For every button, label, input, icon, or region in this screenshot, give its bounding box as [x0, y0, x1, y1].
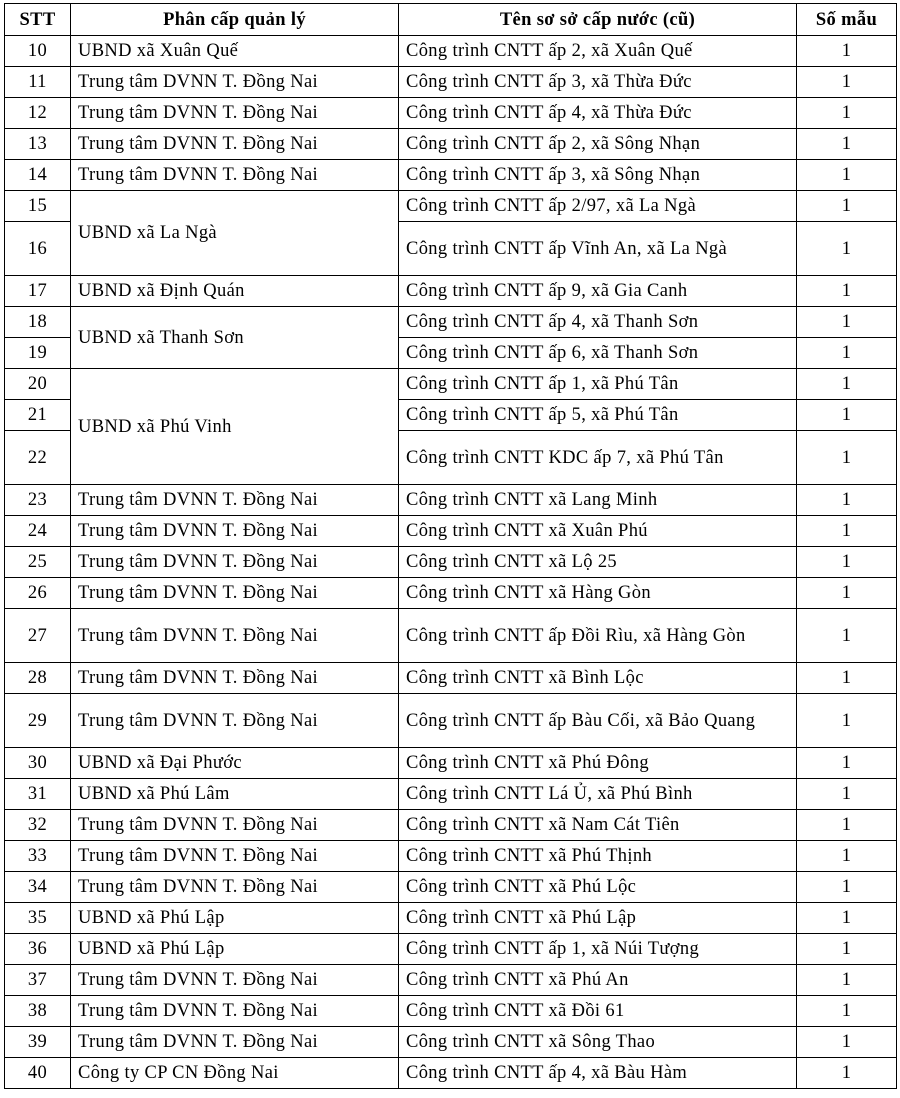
row-stt: 33 — [5, 841, 71, 872]
row-sample-count: 1 — [797, 810, 897, 841]
table-row — [5, 485, 897, 516]
row-facility-name: Công trình CNTT xã Nam Cát Tiên — [399, 810, 797, 841]
row-facility-name: Công trình CNTT xã Đồi 61 — [399, 996, 797, 1027]
row-stt: 17 — [5, 276, 71, 307]
row-stt: 18 — [5, 307, 71, 338]
row-stt: 19 — [5, 338, 71, 369]
row-manager: Trung tâm DVNN T. Đồng Nai — [71, 1027, 399, 1058]
table-row — [5, 129, 897, 160]
row-stt: 16 — [5, 222, 71, 276]
row-manager: Trung tâm DVNN T. Đồng Nai — [71, 485, 399, 516]
row-sample-count: 1 — [797, 547, 897, 578]
row-facility-name: Công trình CNTT xã Phú Lập — [399, 903, 797, 934]
row-sample-count: 1 — [797, 369, 897, 400]
row-facility-name: Công trình CNTT xã Phú Thịnh — [399, 841, 797, 872]
row-manager: Trung tâm DVNN T. Đồng Nai — [71, 129, 399, 160]
row-manager: Công ty CP CN Đồng Nai — [71, 1058, 399, 1089]
row-sample-count: 1 — [797, 222, 897, 276]
row-facility-name: Công trình CNTT xã Phú Lộc — [399, 872, 797, 903]
row-sample-count: 1 — [797, 67, 897, 98]
row-manager: UBND xã Phú Lâm — [71, 779, 399, 810]
row-facility-name: Công trình CNTT ấp Đồi Rìu, xã Hàng Gòn — [399, 609, 797, 663]
row-stt: 11 — [5, 67, 71, 98]
row-stt: 13 — [5, 129, 71, 160]
row-facility-name: Công trình CNTT Lá Ủ, xã Phú Bình — [399, 779, 797, 810]
row-sample-count: 1 — [797, 307, 897, 338]
table-row — [5, 547, 897, 578]
row-sample-count: 1 — [797, 996, 897, 1027]
row-stt: 14 — [5, 160, 71, 191]
row-sample-count: 1 — [797, 748, 897, 779]
row-facility-name: Công trình CNTT ấp 4, xã Thanh Sơn — [399, 307, 797, 338]
row-manager: UBND xã Phú Lập — [71, 934, 399, 965]
row-sample-count: 1 — [797, 129, 897, 160]
row-facility-name: Công trình CNTT ấp 1, xã Núi Tượng — [399, 934, 797, 965]
row-stt: 36 — [5, 934, 71, 965]
row-sample-count: 1 — [797, 160, 897, 191]
row-manager: Trung tâm DVNN T. Đồng Nai — [71, 547, 399, 578]
table-row — [5, 965, 897, 996]
table-row — [5, 160, 897, 191]
row-sample-count: 1 — [797, 485, 897, 516]
row-facility-name: Công trình CNTT ấp 2, xã Xuân Quế — [399, 36, 797, 67]
row-sample-count: 1 — [797, 872, 897, 903]
row-manager: Trung tâm DVNN T. Đồng Nai — [71, 516, 399, 547]
row-stt: 23 — [5, 485, 71, 516]
water-supply-table — [4, 3, 897, 1089]
row-sample-count: 1 — [797, 516, 897, 547]
row-stt: 35 — [5, 903, 71, 934]
row-stt: 38 — [5, 996, 71, 1027]
table-row — [5, 841, 897, 872]
row-sample-count: 1 — [797, 965, 897, 996]
row-manager: Trung tâm DVNN T. Đồng Nai — [71, 160, 399, 191]
row-sample-count: 1 — [797, 779, 897, 810]
table-row — [5, 1058, 897, 1089]
row-manager: Trung tâm DVNN T. Đồng Nai — [71, 98, 399, 129]
row-stt: 31 — [5, 779, 71, 810]
table-row — [5, 276, 897, 307]
row-facility-name: Công trình CNTT ấp 1, xã Phú Tân — [399, 369, 797, 400]
table-row — [5, 98, 897, 129]
table-row — [5, 779, 897, 810]
table-row — [5, 996, 897, 1027]
row-stt: 22 — [5, 431, 71, 485]
row-manager: Trung tâm DVNN T. Đồng Nai — [71, 609, 399, 663]
row-stt: 15 — [5, 191, 71, 222]
row-facility-name: Công trình CNTT xã Phú Đông — [399, 748, 797, 779]
row-manager: Trung tâm DVNN T. Đồng Nai — [71, 996, 399, 1027]
row-facility-name: Công trình CNTT xã Bình Lộc — [399, 663, 797, 694]
row-facility-name: Công trình CNTT ấp 2/97, xã La Ngà — [399, 191, 797, 222]
row-manager: Trung tâm DVNN T. Đồng Nai — [71, 67, 399, 98]
row-sample-count: 1 — [797, 903, 897, 934]
row-manager: UBND xã Phú Lập — [71, 903, 399, 934]
row-sample-count: 1 — [797, 338, 897, 369]
row-sample-count: 1 — [797, 578, 897, 609]
table-row — [5, 748, 897, 779]
row-sample-count: 1 — [797, 609, 897, 663]
header-row — [5, 4, 897, 36]
table-row — [5, 191, 897, 222]
row-facility-name: Công trình CNTT ấp 3, xã Sông Nhạn — [399, 160, 797, 191]
row-manager: Trung tâm DVNN T. Đồng Nai — [71, 872, 399, 903]
row-stt: 10 — [5, 36, 71, 67]
table-row — [5, 934, 897, 965]
row-sample-count: 1 — [797, 98, 897, 129]
row-facility-name: Công trình CNTT xã Lang Minh — [399, 485, 797, 516]
row-stt: 26 — [5, 578, 71, 609]
row-facility-name: Công trình CNTT ấp 5, xã Phú Tân — [399, 400, 797, 431]
row-stt: 24 — [5, 516, 71, 547]
table-row — [5, 307, 897, 338]
row-facility-name: Công trình CNTT KDC ấp 7, xã Phú Tân — [399, 431, 797, 485]
row-facility-name: Công trình CNTT ấp 2, xã Sông Nhạn — [399, 129, 797, 160]
row-sample-count: 1 — [797, 1058, 897, 1089]
row-facility-name: Công trình CNTT xã Phú An — [399, 965, 797, 996]
row-sample-count: 1 — [797, 400, 897, 431]
row-stt: 27 — [5, 609, 71, 663]
table-row — [5, 903, 897, 934]
row-manager: Trung tâm DVNN T. Đồng Nai — [71, 694, 399, 748]
row-facility-name: Công trình CNTT xã Hàng Gòn — [399, 578, 797, 609]
row-facility-name: Công trình CNTT ấp Vĩnh An, xã La Ngà — [399, 222, 797, 276]
row-stt: 28 — [5, 663, 71, 694]
row-sample-count: 1 — [797, 191, 897, 222]
table-body — [5, 36, 897, 1089]
row-sample-count: 1 — [797, 934, 897, 965]
table-row — [5, 516, 897, 547]
row-stt: 20 — [5, 369, 71, 400]
row-sample-count: 1 — [797, 841, 897, 872]
row-manager: UBND xã La Ngà — [71, 191, 399, 276]
row-stt: 37 — [5, 965, 71, 996]
row-manager: UBND xã Đại Phước — [71, 748, 399, 779]
table-row — [5, 67, 897, 98]
table-row — [5, 663, 897, 694]
row-facility-name: Công trình CNTT xã Xuân Phú — [399, 516, 797, 547]
row-manager: Trung tâm DVNN T. Đồng Nai — [71, 841, 399, 872]
row-facility-name: Công trình CNTT ấp Bàu Cối, xã Bảo Quang — [399, 694, 797, 748]
table-row — [5, 36, 897, 67]
row-sample-count: 1 — [797, 663, 897, 694]
row-manager: Trung tâm DVNN T. Đồng Nai — [71, 663, 399, 694]
header-manager: Phân cấp quản lý — [71, 4, 399, 36]
row-sample-count: 1 — [797, 36, 897, 67]
row-manager: UBND xã Phú Vinh — [71, 369, 399, 485]
table-row — [5, 369, 897, 400]
row-stt: 40 — [5, 1058, 71, 1089]
row-stt: 34 — [5, 872, 71, 903]
row-stt: 32 — [5, 810, 71, 841]
row-facility-name: Công trình CNTT ấp 3, xã Thừa Đức — [399, 67, 797, 98]
row-stt: 25 — [5, 547, 71, 578]
row-facility-name: Công trình CNTT ấp 4, xã Thừa Đức — [399, 98, 797, 129]
row-stt: 29 — [5, 694, 71, 748]
table-row — [5, 810, 897, 841]
row-manager: UBND xã Thanh Sơn — [71, 307, 399, 369]
row-sample-count: 1 — [797, 694, 897, 748]
row-sample-count: 1 — [797, 1027, 897, 1058]
header-stt: STT — [5, 4, 71, 36]
row-facility-name: Công trình CNTT xã Lộ 25 — [399, 547, 797, 578]
row-manager: Trung tâm DVNN T. Đồng Nai — [71, 965, 399, 996]
row-stt: 39 — [5, 1027, 71, 1058]
row-facility-name: Công trình CNTT ấp 4, xã Bàu Hàm — [399, 1058, 797, 1089]
row-manager: UBND xã Định Quán — [71, 276, 399, 307]
table-row — [5, 694, 897, 748]
table-row — [5, 578, 897, 609]
row-facility-name: Công trình CNTT ấp 6, xã Thanh Sơn — [399, 338, 797, 369]
row-manager: Trung tâm DVNN T. Đồng Nai — [71, 578, 399, 609]
row-sample-count: 1 — [797, 431, 897, 485]
table-row — [5, 1027, 897, 1058]
row-manager: Trung tâm DVNN T. Đồng Nai — [71, 810, 399, 841]
row-stt: 30 — [5, 748, 71, 779]
row-facility-name: Công trình CNTT ấp 9, xã Gia Canh — [399, 276, 797, 307]
table-row — [5, 872, 897, 903]
row-sample-count: 1 — [797, 276, 897, 307]
row-stt: 12 — [5, 98, 71, 129]
header-qty: Số mẫu — [797, 4, 897, 36]
row-facility-name: Công trình CNTT xã Sông Thao — [399, 1027, 797, 1058]
document-page — [4, 3, 897, 1089]
row-stt: 21 — [5, 400, 71, 431]
header-name: Tên sơ sở cấp nước (cũ) — [399, 4, 797, 36]
table-row — [5, 609, 897, 663]
row-manager: UBND xã Xuân Quế — [71, 36, 399, 67]
